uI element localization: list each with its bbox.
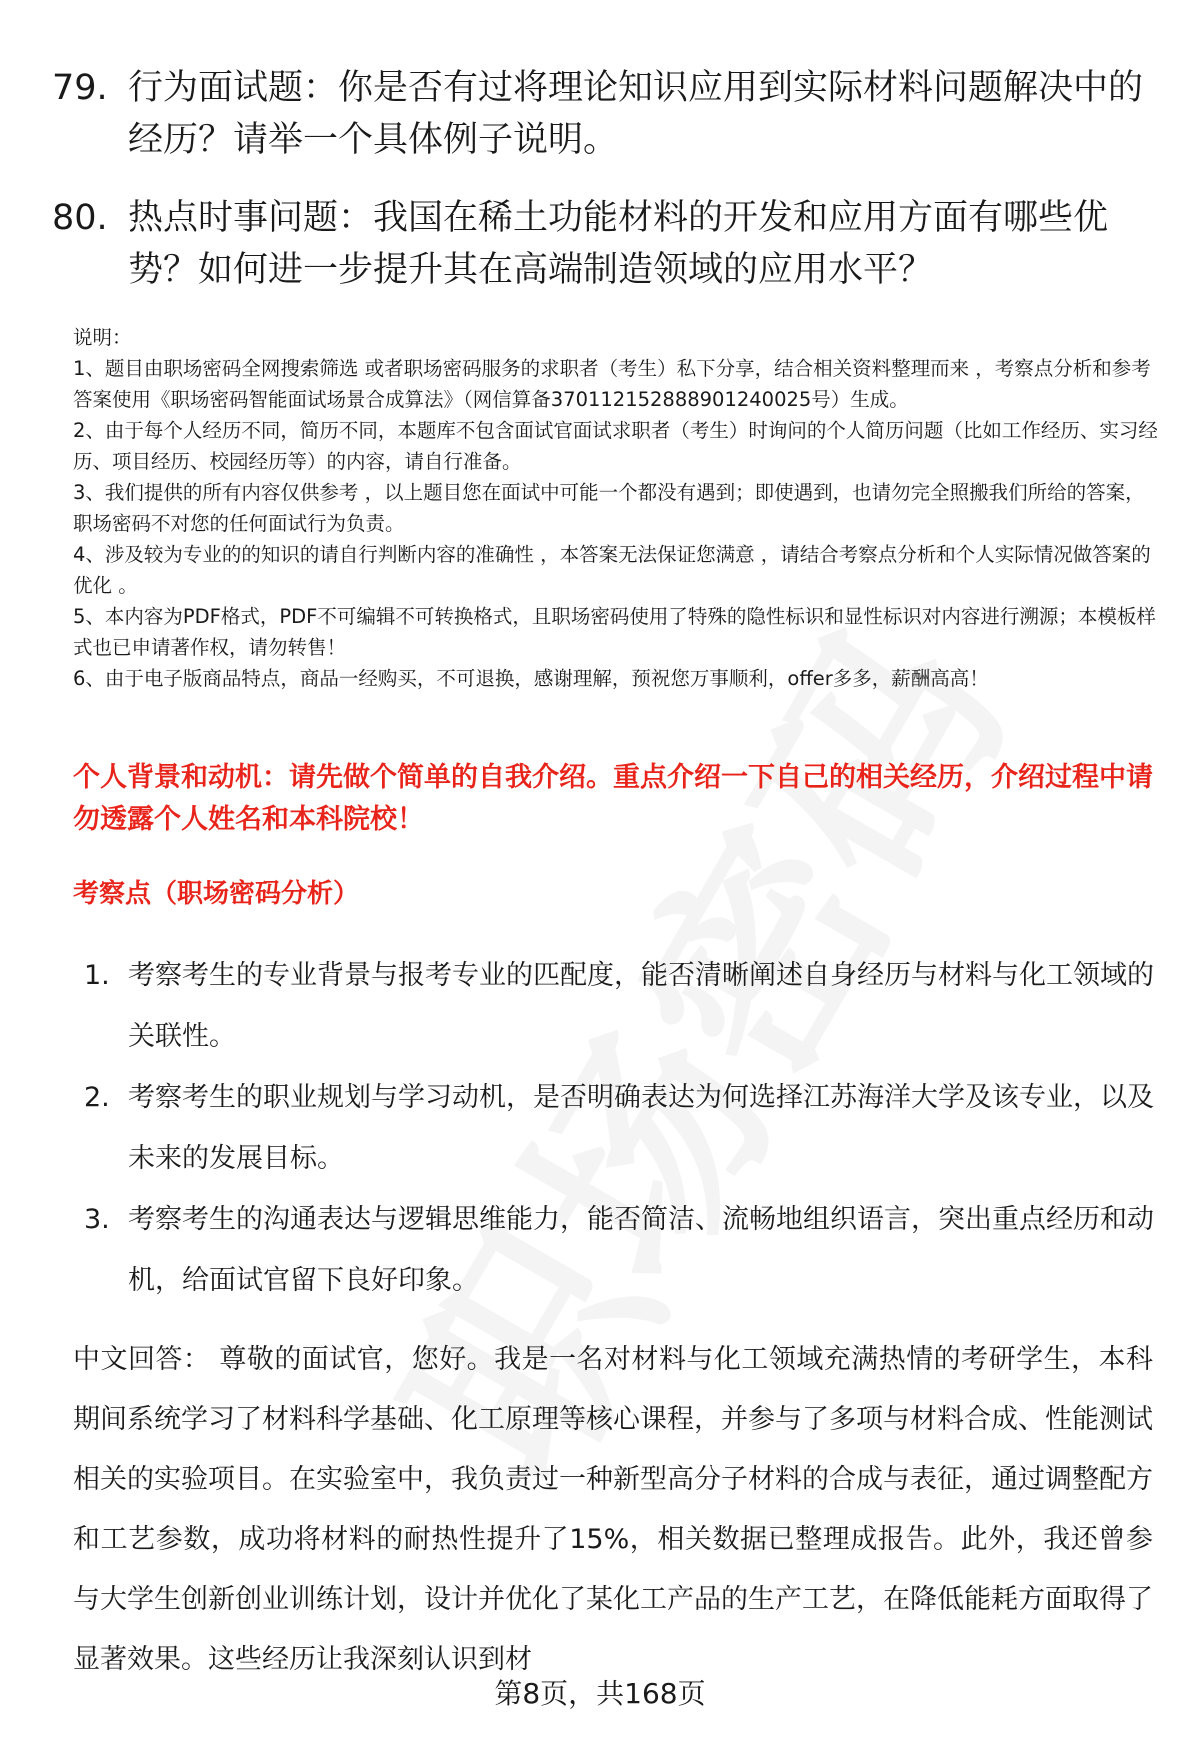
note-item: 1、题目由职场密码全网搜索筛选 或者职场密码服务的求职者（考生）私下分享，结合相关资料整理而来 ，考察点分析和参考答案使用《职场密码智能面试场景合成算法》（网信算备370112152888901240025号）生成。 bbox=[73, 357, 1151, 411]
section-heading: 个人背景和动机：请先做个简单的自我介绍。重点介绍一下自己的相关经历，介绍过程中请勿透露个人姓名和本科院校！ bbox=[73, 762, 1153, 835]
list-number: 2. bbox=[84, 1082, 110, 1113]
question-text: 热点时事问题：我国在稀土功能材料的开发和应用方面有哪些优势？如何进一步提升其在高端制造领域的应用水平？ bbox=[128, 198, 1109, 290]
list-item bbox=[84, 1189, 1164, 1311]
question-text: 行为面试题：你是否有过将理论知识应用到实际材料问题解决中的经历？请举一个具体例子说明。 bbox=[128, 68, 1144, 160]
analysis-list bbox=[84, 945, 1164, 1311]
list-item bbox=[84, 945, 1164, 1067]
note-item: 6、由于电子版商品特点，商品一经购买，不可退换，感谢理解，预祝您万事顺利，offer多多，薪酬高高！ bbox=[73, 667, 989, 690]
question-80 bbox=[52, 192, 1162, 296]
list-text: 考察考生的职业规划与学习动机，是否明确表达为何选择江苏海洋大学及该专业，以及未来的发展目标。 bbox=[128, 1082, 1154, 1174]
question-number: 79. bbox=[52, 68, 108, 108]
page-footer: 第8页，共168页 bbox=[494, 1677, 706, 1710]
analysis-title: 考察点（职场密码分析） bbox=[73, 879, 360, 909]
note-item: 5、本内容为PDF格式，PDF不可编辑不可转换格式，且职场密码使用了特殊的隐性标识和显性标识对内容进行溯源；本模板样式也已申请著作权，请勿转售！ bbox=[73, 605, 1156, 659]
question-number: 80. bbox=[52, 198, 108, 238]
list-text: 考察考生的专业背景与报考专业的匹配度，能否清晰阐述自身经历与材料与化工领域的关联性。 bbox=[128, 960, 1154, 1052]
note-item: 3、我们提供的所有内容仅供参考 ，以上题目您在面试中可能一个都没有遇到；即使遇到，也请勿完全照搬我们所给的答案，职场密码不对您的任何面试行为负责。 bbox=[73, 481, 1145, 535]
answer-paragraph: 中文回答： 尊敬的面试官，您好。我是一名对材料与化工领域充满热情的考研学生，本科期间系统学习了材料科学基础、化工原理等核心课程，并参与了多项与材料合成、性能测试相关的实验项目。在实验室中，我负责过一种新型高分子材料的合成与表征，通过调整配方和工艺参数，成功将材料的耐热性提升了15%，相关数据已整理成报告。此外，我还曾参与大学生创新创业训练计划，设计并优化了某化工产品的生产工艺，在降低能耗方面取得了显著效果。这些经历让我深刻认识到材 bbox=[73, 1344, 1153, 1675]
notes-block bbox=[73, 322, 1163, 694]
list-text: 考察考生的沟通表达与逻辑思维能力，能否简洁、流畅地组织语言，突出重点经历和动机，给面试官留下良好印象。 bbox=[128, 1204, 1154, 1296]
note-item: 2、由于每个人经历不同，简历不同，本题库不包含面试官面试求职者（考生）时询问的个人简历问题（比如工作经历、实习经历、项目经历、校园经历等）的内容，请自行准备。 bbox=[73, 419, 1158, 473]
list-number: 3. bbox=[84, 1204, 110, 1235]
list-item bbox=[84, 1067, 1164, 1189]
notes-title: 说明： bbox=[73, 326, 132, 349]
list-number: 1. bbox=[84, 960, 110, 991]
question-79 bbox=[52, 62, 1162, 166]
note-item: 4、涉及较为专业的的知识的请自行判断内容的准确性 ，本答案无法保证您满意 ，请结合考察点分析和个人实际情况做答案的优化 。 bbox=[73, 543, 1151, 597]
